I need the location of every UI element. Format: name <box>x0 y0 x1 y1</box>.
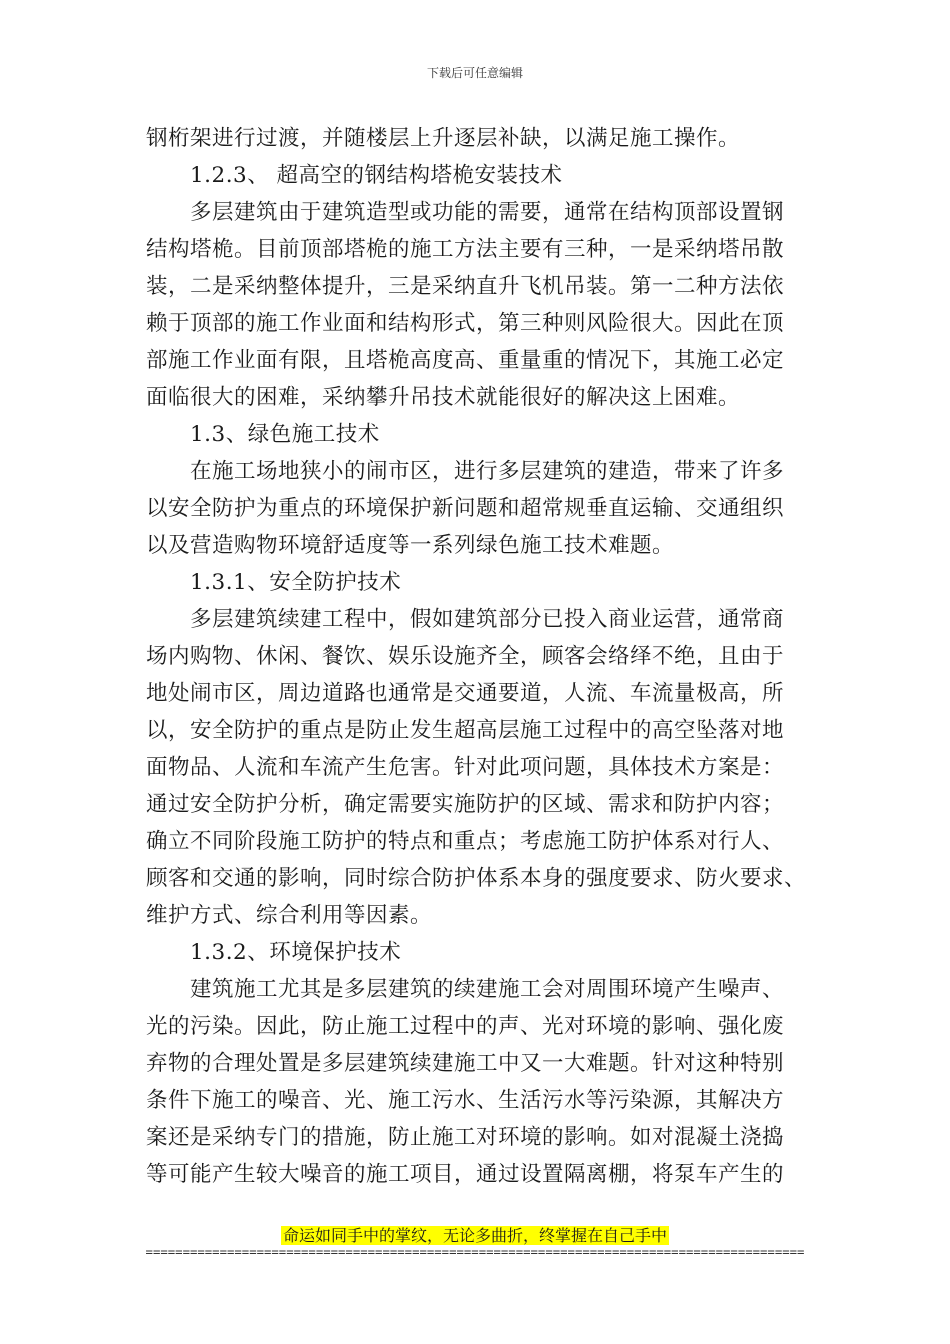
paragraph-line: 建筑施工尤其是多层建筑的续建施工会对周围环境产生噪声、 <box>190 977 785 1002</box>
section-heading-1-2-3: 1.2.3、 超高空的钢结构塔桅安装技术 <box>190 163 563 188</box>
paragraph-line: 光的污染。因此，防止施工过程中的声、光对环境的影响、强化废 <box>146 1014 785 1039</box>
section-heading-1-3: 1.3、绿色施工技术 <box>190 422 380 447</box>
paragraph-line: 等可能产生较大噪音的施工项目，通过设置隔离棚，将泵车产生的 <box>146 1162 785 1187</box>
paragraph-line: 通过安全防护分析，确定需要实施防护的区域、需求和防护内容； <box>146 792 785 817</box>
paragraph-line: 确立不同阶段施工防护的特点和重点；考虑施工防护体系对行人、 <box>146 829 785 854</box>
document-body <box>146 120 826 1193</box>
footer-motto <box>0 1226 950 1246</box>
footer-rule: ========================================================================================= <box>145 1245 805 1259</box>
paragraph-line: 面物品、人流和车流产生危害。针对此项问题，具体技术方案是： <box>146 755 785 780</box>
paragraph-line: 赖于顶部的施工作业面和结构形式，第三种则风险很大。因此在顶 <box>146 311 785 336</box>
paragraph-line: 案还是采纳专门的措施，防止施工对环境的影响。如对混凝土浇捣 <box>146 1125 785 1150</box>
paragraph-line: 面临很大的困难，采纳攀升吊技术就能很好的解决这上困难。 <box>146 385 741 410</box>
paragraph-line: 以，安全防护的重点是防止发生超高层施工过程中的高空坠落对地 <box>146 718 785 743</box>
section-heading-1-3-1: 1.3.1、安全防护技术 <box>190 570 402 595</box>
paragraph-line: 地处闹市区，周边道路也通常是交通要道，人流、车流量极高，所 <box>146 681 785 706</box>
paragraph-line: 维护方式、综合利用等因素。 <box>146 903 433 928</box>
paragraph-line: 以安全防护为重点的环境保护新问题和超常规垂直运输、交通组织 <box>146 496 785 521</box>
paragraph-line: 条件下施工的噪音、光、施工污水、生活污水等污染源，其解决方 <box>146 1088 785 1113</box>
page-header-note: 下载后可任意编辑 <box>426 66 523 80</box>
paragraph-line: 以及营造购物环境舒适度等一系列绿色施工技术难题。 <box>146 533 675 558</box>
paragraph-line: 装，二是采纳整体提升，三是采纳直升飞机吊装。第一二种方法依 <box>146 274 785 299</box>
paragraph-line: 钢桁架进行过渡，并随楼层上升逐层补缺，以满足施工操作。 <box>146 126 741 151</box>
footer-motto-text: 命运如同手中的掌纹，无论多曲折，终掌握在自己手中 <box>282 1226 667 1245</box>
paragraph-line: 多层建筑续建工程中，假如建筑部分已投入商业运营，通常商 <box>190 607 785 632</box>
paragraph-line: 场内购物、休闲、餐饮、娱乐设施齐全，顾客会络绎不绝，且由于 <box>146 644 785 669</box>
paragraph-line: 在施工场地狭小的闹市区，进行多层建筑的建造，带来了许多 <box>190 459 785 484</box>
paragraph-line: 顾客和交通的影响，同时综合防护体系本身的强度要求、防火要求、 <box>146 866 807 891</box>
section-heading-1-3-2: 1.3.2、环境保护技术 <box>190 940 402 965</box>
paragraph-line: 结构塔桅。目前顶部塔桅的施工方法主要有三种，一是采纳塔吊散 <box>146 237 785 262</box>
paragraph-line: 部施工作业面有限，且塔桅高度高、重量重的情况下，其施工必定 <box>146 348 785 373</box>
paragraph-line: 弃物的合理处置是多层建筑续建施工中又一大难题。针对这种特别 <box>146 1051 785 1076</box>
paragraph-line: 多层建筑由于建筑造型或功能的需要，通常在结构顶部设置钢 <box>190 200 785 225</box>
